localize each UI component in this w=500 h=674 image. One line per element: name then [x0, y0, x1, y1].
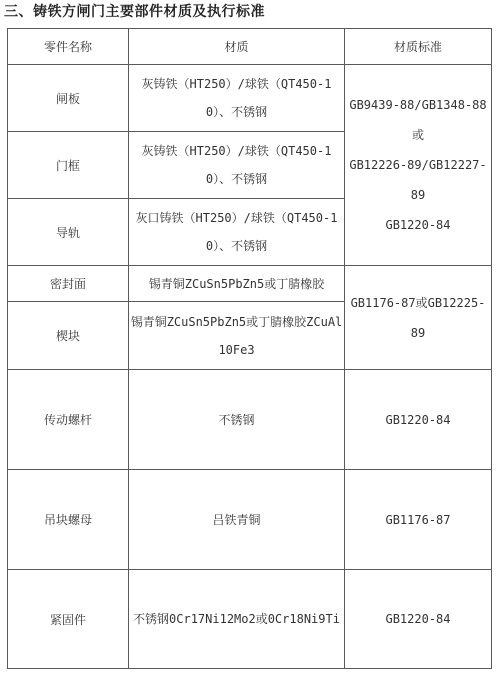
- material-line: 不锈钢: [218, 412, 255, 427]
- material-line: 0）、不锈钢: [205, 172, 268, 186]
- header-part-name: 零件名称: [8, 29, 129, 65]
- part-name-cell: 导轨: [8, 199, 129, 266]
- part-name-cell: 传动螺杆: [8, 370, 129, 470]
- material-cell: [129, 470, 345, 570]
- part-name-cell: 楔块: [8, 302, 129, 370]
- standard-cell: GB1220-84: [345, 370, 492, 470]
- material-line: 灰铸铁（HT250）/球铁（QT450-1: [141, 77, 332, 91]
- materials-table: [7, 28, 492, 669]
- material-line: 灰铸铁（HT250）/球铁（QT450-1: [141, 144, 332, 158]
- material-cell: [129, 199, 345, 266]
- material-line: 锡青铜ZCuSn5PbZn5或丁腈橡胶: [148, 276, 325, 291]
- standard-cell: GB1176-87: [345, 470, 492, 570]
- table-row: [8, 65, 492, 132]
- standard-cell-group1: [345, 65, 492, 266]
- page-heading: 三、铸铁方闸门主要部件材质及执行标准: [4, 4, 265, 20]
- part-name-cell: 闸板: [8, 65, 129, 132]
- material-cell: [129, 570, 345, 669]
- material-line: 0）、不锈钢: [205, 105, 268, 119]
- header-material-standard: 材质标准: [345, 29, 492, 65]
- part-name-cell: 门框: [8, 132, 129, 199]
- standard-cell-group2: GB1176-87或GB12225-89: [345, 266, 492, 370]
- material-cell: [129, 132, 345, 199]
- standard-line: GB1220-84: [385, 218, 451, 232]
- material-line: 锡青铜ZCuSn5PbZn5或丁腈橡胶ZCuAl: [130, 314, 343, 329]
- standard-cell: GB1220-84: [345, 570, 492, 669]
- material-line: 10Fe3: [218, 342, 255, 357]
- material-line: 吕铁青铜: [212, 512, 261, 527]
- table-row: [8, 266, 492, 302]
- part-name-cell: 紧固件: [8, 570, 129, 669]
- part-name-cell: 吊块螺母: [8, 470, 129, 570]
- table-row: [8, 370, 492, 470]
- material-line: 0）、不锈钢: [205, 239, 268, 253]
- material-cell: [129, 65, 345, 132]
- table-row: [8, 570, 492, 669]
- material-line: 不锈钢0Cr17Ni12Mo2或0Cr18Ni9Ti: [133, 612, 340, 626]
- standard-line: GB12226-89/GB12227-89: [349, 158, 487, 202]
- table-header-row: [8, 29, 492, 65]
- material-cell: [129, 370, 345, 470]
- material-cell: [129, 266, 345, 302]
- header-material: 材质: [129, 29, 345, 65]
- standard-line: GB9439-88/GB1348-88或: [349, 98, 487, 142]
- material-line: 灰口铸铁（HT250）/球铁（QT450-1: [135, 211, 338, 225]
- part-name-cell: 密封面: [8, 266, 129, 302]
- material-cell: [129, 302, 345, 370]
- table-row: [8, 470, 492, 570]
